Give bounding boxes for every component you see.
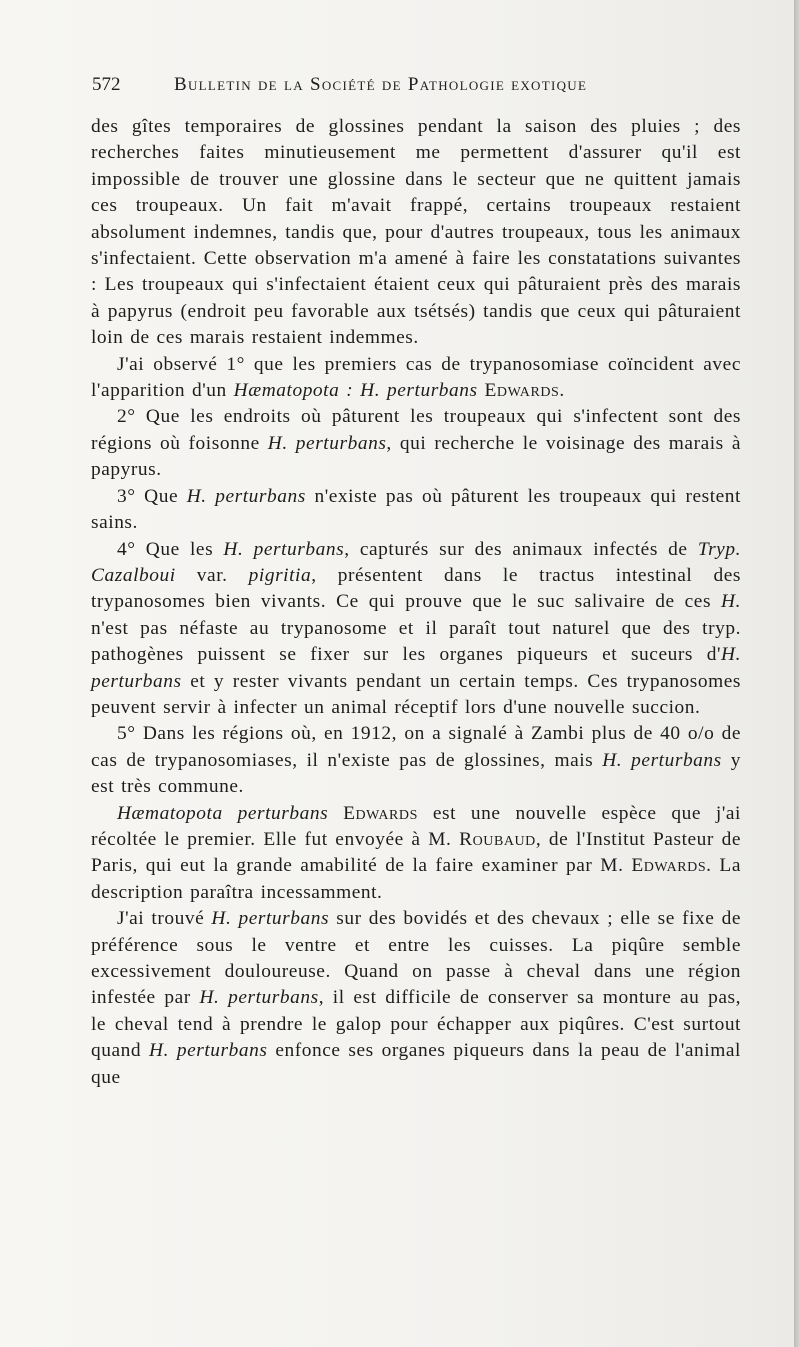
text-run: var. [175,564,249,586]
species-name: Hæmatopota : H. perturbans [233,380,478,402]
author-name: Edwards [343,802,418,824]
text-run: . La description paraîtra incessamment. [91,855,741,903]
text-run: , il est difficile de conserver sa monture au pas, le cheval tend à prendre le galop pour échapper aux piqûres. C'est surtout quand [91,987,741,1062]
paragraph [91,484,741,537]
page-number: 572 [92,74,121,95]
text-run: , présentent dans le tractus intestinal des trypanosomes bien vivants. Ce qui prouve que le suc salivaire de ces [91,564,741,613]
species-name: H. perturbans [602,749,722,771]
species-name: Tryp. Cazalboui [91,538,741,586]
species-name: H. perturbans [223,538,345,560]
paragraph [91,404,741,483]
text-run: , qui recherche le voisinage des marais à papyrus. [91,432,741,481]
species-name: Hæmatopota perturbans [117,802,329,824]
text-run: est une nouvelle espèce que j'ai récoltée le premier. Elle fut envoyée à M. [91,802,741,850]
text-run: J'ai observé 1° que les premiers cas de trypanosomiase coïncident avec l'apparition d'un [91,353,741,402]
running-header [92,74,742,102]
species-name: H. perturbans [211,908,330,930]
species-name: H. perturbans [267,432,387,454]
text-run [328,803,343,824]
species-name: H. perturbans [199,987,319,1009]
paragraph [91,721,741,800]
species-name: H. perturbans [149,1040,268,1062]
text-run: 3° Que [117,485,187,507]
text-run: J'ai trouvé [117,908,212,930]
text-run: n'est pas néfaste au trypanosome et il paraît tout naturel que des tryp. pathogènes puissent se fixer sur les organes piqueurs et suceurs d' [91,617,741,666]
paragraph [91,352,741,405]
text-run: enfonce ses organes piqueurs dans la peau de l'animal que [91,1040,741,1088]
page-edge-shadow [794,0,800,1347]
paragraph [91,114,741,352]
paragraph [91,906,741,1091]
author-name: Edwards [631,855,707,877]
text-run: , de l'Institut Pasteur de Paris, qui eut la grande amabilité de la faire examiner par M. [91,828,741,877]
species-name: H. [721,591,741,613]
text-run: . [559,380,565,402]
text-run: 5° Dans les régions où, en 1912, on a signalé à Zambi plus de 40 o/o de cas de trypanosomiases, il n'existe pas de glossines, mais [91,723,741,771]
journal-title: Bulletin de la Société de Pathologie exotique [174,74,588,95]
text-run: y est très commune. [91,749,741,798]
author-name: Roubaud [459,828,536,850]
text-run: des gîtes temporaires de glossines pendant la saison des pluies ; des recherches faites minutieusement me permettent d'assurer qu'il est impossible de trouver une glossine dans le secteur que ne quittent jamais ces troupeaux. Un fait m'avait frappé, certains troupeaux restaient absolument indemnes, tandis que, pour d'autres troupeaux, tous les animaux s'infectaient. Cette observation m'a amené à faire les constatations suivantes : Les troupeaux qui s'infectaient étaient ceux qui pâturaient près des marais à papyrus (endroit peu favorable aux tsétsés) tandis que ceux qui pâturaient loin de ces marais restaient indemmes. [91,116,741,349]
text-run: , capturés sur des animaux infectés de [344,538,698,560]
text-run: 2° Que les endroits où pâturent les troupeaux qui s'infectent sont des régions où foisonne [91,406,741,454]
paragraph [91,801,741,907]
species-name: H. perturbans [91,644,741,692]
text-run: n'existe pas où pâturent les troupeaux qui restent sains. [91,485,741,534]
text-run: et y rester vivants pendant un certain temps. Ces trypanosomes peuvent servir à infecter un animal réceptif lors d'une nouvelle succion. [91,670,741,718]
species-name: H. perturbans [186,485,306,507]
author-name: Edwards [484,380,560,402]
text-run [478,380,485,401]
variety-name: pigritia [248,564,312,586]
paragraph [91,537,741,722]
text-run: 4° Que les [117,538,224,560]
text-run: sur des bovidés et des chevaux ; elle se fixe de préférence sous le ventre et entre les cuisses. La piqûre semble excessivement douloureuse. Quand on passe à cheval dans une région infestée par [91,908,741,1009]
article-body [91,114,741,1091]
